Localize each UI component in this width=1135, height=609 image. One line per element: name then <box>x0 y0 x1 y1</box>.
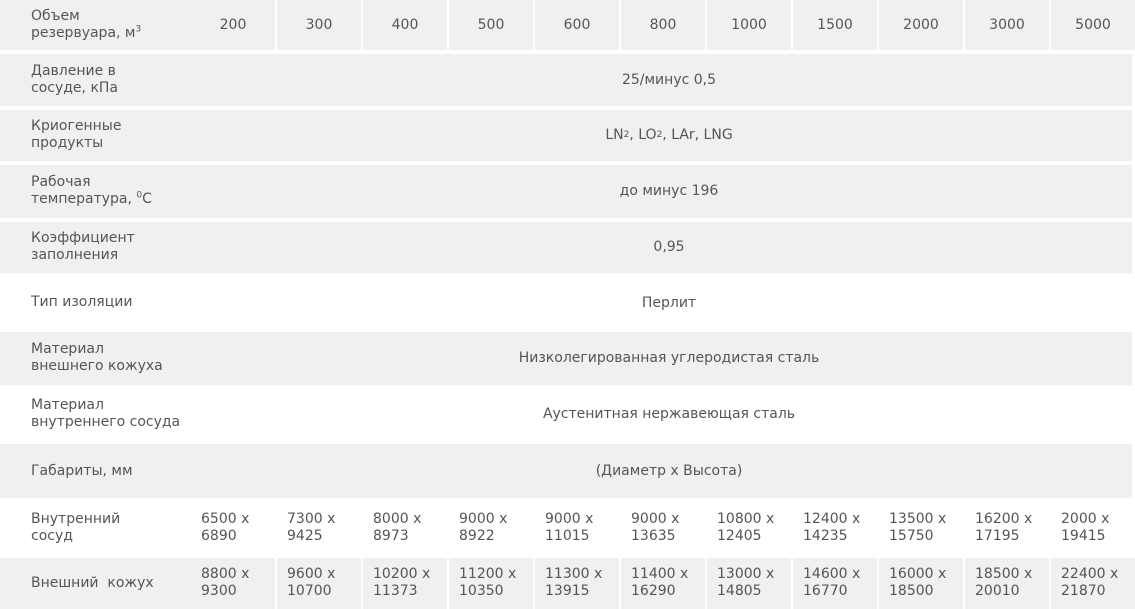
volume-cell: 1500 <box>793 0 877 50</box>
products-label-line1: Криогенные <box>31 118 122 135</box>
row-insulation <box>0 277 1135 328</box>
product-tail: , LAr, LNG <box>662 127 733 144</box>
dimension-cell: 11200 х 10350 <box>449 558 533 609</box>
fill-factor-value: 0,95 <box>206 222 1132 273</box>
outer-shell-values <box>191 558 1135 609</box>
dimension-cell: 9000 х 8922 <box>459 510 508 544</box>
row-label-outer-shell <box>0 558 191 609</box>
inner-material-label-line2: внутреннего сосуда <box>31 414 181 431</box>
volume-cell: 5000 <box>1051 0 1135 50</box>
volume-cell: 800 <box>621 0 705 50</box>
pressure-label-line1: Давление в <box>31 63 116 80</box>
inner-material-label-line1: Материал <box>31 397 104 414</box>
volume-values <box>191 0 1135 50</box>
row-products <box>0 110 1135 161</box>
volume-cell: 600 <box>535 0 619 50</box>
insulation-label: Тип изоляции <box>31 294 133 311</box>
row-label-inner-vessel <box>0 502 191 553</box>
outer-material-label-line1: Материал <box>31 341 104 358</box>
dimension-cell: 2000 х 19415 <box>1061 510 1110 544</box>
row-label-pressure <box>0 54 206 105</box>
row-label-fill-factor <box>0 222 206 273</box>
dimension-cell: 10800 х 12405 <box>717 510 775 544</box>
dimension-cell: 11400 х 16290 <box>621 558 705 609</box>
row-label-inner-material <box>0 389 206 440</box>
product-ln: LN <box>605 127 624 144</box>
volume-cell: 400 <box>363 0 447 50</box>
dimension-cell: 9000 х 11015 <box>545 510 594 544</box>
products-value: LN 2 , LO 2 , LAr, LNG <box>206 110 1132 161</box>
row-inner-material <box>0 389 1135 440</box>
outer-material-value: Низколегированная углеродистая сталь <box>206 332 1132 384</box>
dimension-cell: 7300 х 9425 <box>287 510 336 544</box>
row-label-volume <box>0 0 191 50</box>
fill-label-line2: заполнения <box>31 247 119 264</box>
temperature-value: до минус 196 <box>206 165 1132 217</box>
volume-cell: 300 <box>277 0 361 50</box>
row-label-dimensions <box>0 444 206 498</box>
dimension-cell: 18500 х 20010 <box>965 558 1049 609</box>
dimension-cell: 8800 х 9300 <box>191 558 275 609</box>
insulation-value: Перлит <box>641 294 697 311</box>
fill-label-line1: Коэффициент <box>31 230 135 247</box>
volume-cell: 2000 <box>879 0 963 50</box>
inner-vessel-label-line1: Внутренний <box>31 510 121 527</box>
volume-cell: 200 <box>191 0 275 50</box>
product-separator: , <box>629 127 639 144</box>
temperature-label-line2: температура, $^0$С <box>31 190 152 208</box>
dimension-cell: 9000 х 13635 <box>631 510 680 544</box>
dimension-cell: 12400 х 14235 <box>803 510 861 544</box>
row-dimensions <box>0 444 1135 498</box>
dimension-cell: 16200 х 17195 <box>975 510 1033 544</box>
dimension-cell: 9600 х 10700 <box>277 558 361 609</box>
dimension-cell: 6500 х 6890 <box>201 510 250 544</box>
volume-cell: 1000 <box>707 0 791 50</box>
row-outer-shell <box>0 558 1135 609</box>
products-label-line2: продукты <box>31 135 104 152</box>
dimension-cell: 13500 х 15750 <box>889 510 947 544</box>
row-outer-material <box>0 332 1135 384</box>
pressure-label-line2: сосуде, кПа <box>31 80 119 97</box>
dimension-cell: 11300 х 13915 <box>535 558 619 609</box>
inner-vessel-values <box>191 502 1135 553</box>
row-label-insulation <box>0 277 206 328</box>
dimension-cell: 16000 х 18500 <box>879 558 963 609</box>
dimension-cell: 8000 х 8973 <box>373 510 422 544</box>
outer-material-label-line2: внешнего кожуха <box>31 358 163 375</box>
unit-superscript: 3 <box>135 24 142 35</box>
volume-label-line2: резервуара, $м^3$ <box>31 24 142 42</box>
pressure-value: 25/минус 0,5 <box>206 54 1132 105</box>
volume-cell: 500 <box>449 0 533 50</box>
temperature-label-line1: Рабочая <box>31 174 91 191</box>
row-fill-factor <box>0 222 1135 273</box>
row-pressure <box>0 54 1135 105</box>
volume-cell: 3000 <box>965 0 1049 50</box>
dimension-cell: 13000 х 14805 <box>707 558 791 609</box>
dimensions-value: (Диаметр х Высота) <box>206 444 1132 498</box>
product-lo: LO <box>638 127 657 144</box>
row-label-outer-material <box>0 332 206 384</box>
dimension-cell: 10200 х 11373 <box>363 558 447 609</box>
row-volume <box>0 0 1135 50</box>
row-inner-vessel <box>0 502 1135 553</box>
row-label-temperature <box>0 165 206 217</box>
volume-label-line1: Объем <box>31 8 80 25</box>
outer-shell-label: Внешний кожух <box>31 574 154 591</box>
row-temperature <box>0 165 1135 217</box>
inner-vessel-label-line2: сосуд <box>31 527 73 544</box>
inner-material-value: Аустенитная нержавеющая сталь <box>542 406 796 423</box>
dimensions-label: Габариты, мм <box>31 462 133 479</box>
dimension-cell: 14600 х 16770 <box>793 558 877 609</box>
degree-superscript: 0 <box>136 190 143 201</box>
dimension-cell: 22400 х 21870 <box>1051 558 1135 609</box>
row-label-products <box>0 110 206 161</box>
